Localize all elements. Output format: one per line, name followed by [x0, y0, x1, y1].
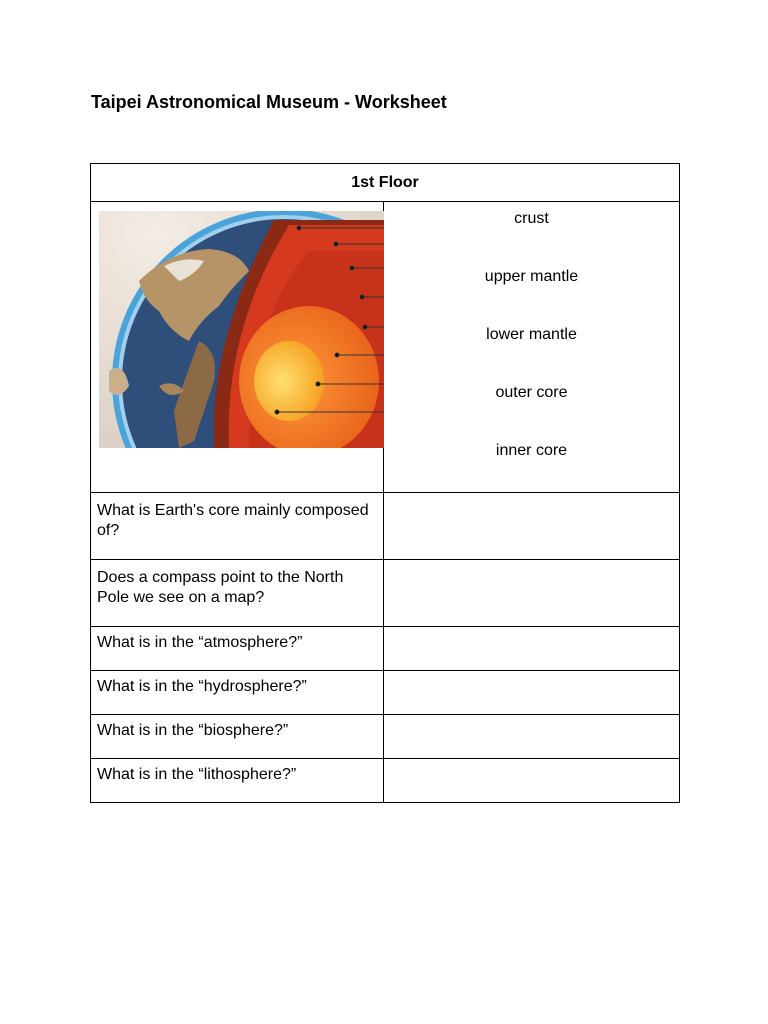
answer-cell[interactable]: [384, 493, 680, 560]
floor-header: 1st Floor: [91, 164, 680, 202]
question-atmosphere: What is in the “atmosphere?”: [91, 627, 384, 671]
question-compass: Does a compass point to the North Pole we see on a map?: [91, 560, 384, 627]
table-row: [91, 560, 680, 627]
question-hydrosphere: What is in the “hydrosphere?”: [91, 671, 384, 715]
answer-cell[interactable]: [384, 627, 680, 671]
layer-label-crust: crust: [514, 210, 549, 227]
earth-cross-section-image: [99, 211, 384, 448]
layer-label-outer-core: outer core: [495, 384, 568, 401]
answer-cell[interactable]: [384, 715, 680, 759]
table-row: [91, 627, 680, 671]
table-row: [91, 759, 680, 803]
answer-cell[interactable]: [384, 759, 680, 803]
table-row: [91, 493, 680, 560]
earth-image-cell: [91, 202, 384, 493]
layer-label-lower-mantle: lower mantle: [486, 326, 577, 343]
layer-label-inner-core: inner core: [495, 442, 568, 459]
question-core-composition: What is Earth's core mainly composed of?: [91, 493, 384, 560]
table-row: [91, 671, 680, 715]
worksheet-table: [90, 163, 680, 803]
question-lithosphere: What is in the “lithosphere?”: [91, 759, 384, 803]
layer-names-cell: [384, 202, 680, 493]
answer-cell[interactable]: [384, 671, 680, 715]
question-biosphere: What is in the “biosphere?”: [91, 715, 384, 759]
layer-label-upper-mantle: upper mantle: [484, 268, 579, 285]
table-row: [91, 715, 680, 759]
document-title: Taipei Astronomical Museum - Worksheet: [91, 92, 447, 112]
answer-cell[interactable]: [384, 560, 680, 627]
